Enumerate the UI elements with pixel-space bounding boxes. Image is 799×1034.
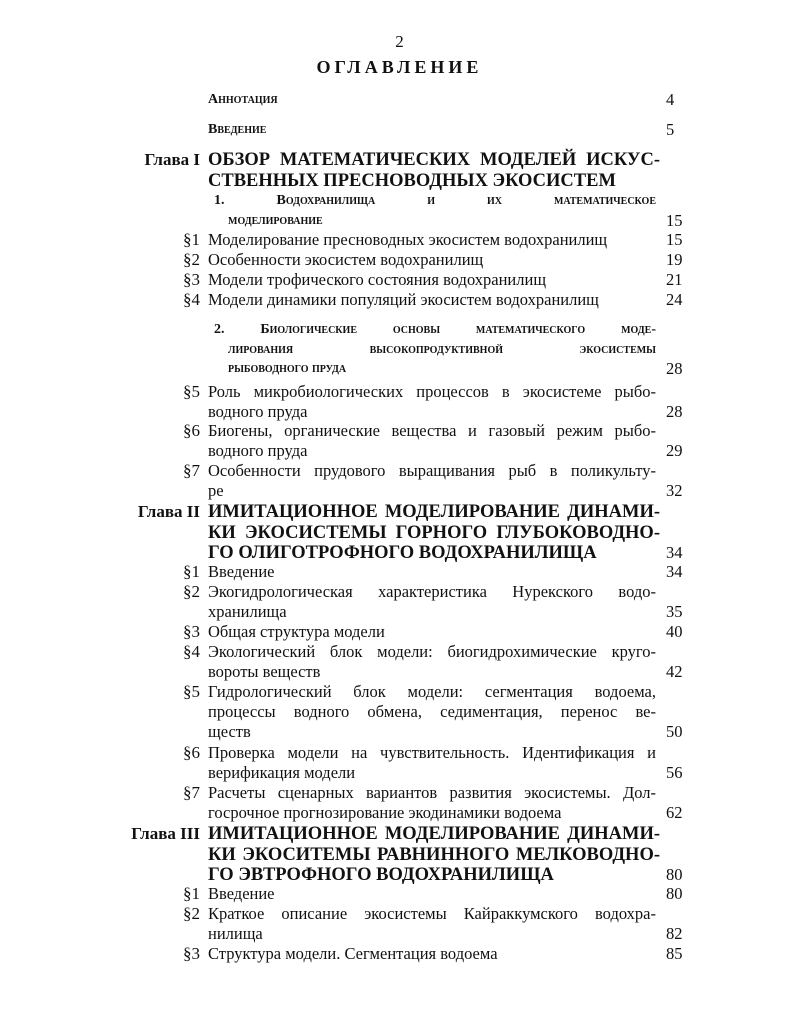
entry-label: Глава III	[131, 824, 200, 843]
entry-line: КИ ЭКОСИСТЕМЫ ГОРНОГО ГЛУБОКОВОДНО-	[208, 522, 660, 543]
entry-page-number: 15	[666, 210, 683, 230]
entry-line: Особенности экосистем водохранилищ	[208, 250, 484, 269]
entry-line: Экологический блок модели: биогидрохимические круго-	[208, 642, 656, 661]
entry-line: Структура модели. Сегментация водоема	[208, 944, 498, 963]
entry-page-number: 80	[666, 865, 683, 884]
entry-line: СТВЕННЫХ ПРЕСНОВОДНЫХ ЭКОСИСТЕМ	[208, 170, 616, 191]
entry-label: §6	[183, 743, 200, 762]
entry-label: §4	[183, 642, 200, 661]
entry-title	[208, 230, 656, 250]
entry-label: §3	[183, 944, 200, 963]
entry-page-number: 50	[666, 722, 683, 741]
entry-title	[208, 642, 656, 682]
entry-line: водного пруда	[208, 402, 308, 421]
entry-label: §2	[183, 904, 200, 923]
entry-title	[208, 944, 656, 964]
entry-line: рыбоводного пруда	[228, 361, 347, 376]
entry-line: Гидрологический блок модели: сегментация водоема,	[208, 682, 656, 701]
entry-line: Введение	[208, 884, 275, 903]
entry-line: Моделирование пресноводных экосистем водохранилищ	[208, 230, 608, 249]
entry-line: лирования высокопродуктивной экосистемы	[228, 341, 656, 357]
entry-page-number: 4	[666, 90, 675, 109]
entry-label: §2	[183, 250, 200, 269]
entry-line: моделирование	[228, 212, 323, 228]
entry-line: ИМИТАЦИОННОЕ МОДЕЛИРОВАНИЕ ДИНАМИ-	[208, 824, 660, 844]
entry-page-number: 5	[666, 120, 675, 139]
entry-title	[214, 191, 656, 230]
entry-line: 2. Биологические основы математического моде-	[214, 322, 656, 337]
entry-title	[208, 562, 656, 582]
entry-title	[208, 461, 656, 501]
entry-title	[208, 382, 656, 422]
entry-line: ОБЗОР МАТЕМАТИЧЕСКИХ МОДЕЛЕЙ ИСКУС-	[208, 150, 660, 170]
entry-label: Глава II	[137, 502, 200, 521]
entry-title	[208, 783, 656, 823]
entry-line: ществ	[208, 722, 251, 741]
entry-line: Проверка модели на чувствительность. Идентификация и	[208, 743, 656, 762]
entry-title	[208, 290, 656, 310]
entry-line: водного пруда	[208, 441, 308, 460]
entry-title	[208, 884, 656, 904]
entry-line: Введение	[208, 122, 267, 137]
entry-line: 1. Водохранилища и их математическое	[214, 193, 656, 208]
entry-line: верификация модели	[208, 763, 356, 782]
toc-title: ОГЛАВЛЕНИЕ	[316, 57, 483, 77]
entry-label: §1	[183, 230, 200, 249]
entry-title	[208, 743, 656, 783]
entry-title	[208, 824, 660, 886]
entry-page-number: 28	[666, 359, 683, 378]
entry-title	[208, 502, 660, 564]
entry-page-number: 82	[666, 924, 683, 943]
entry-line: Аннотация	[208, 92, 278, 107]
entry-line: Расчеты сценарных вариантов развития экосистемы. Дол-	[208, 783, 656, 802]
entry-label: §5	[183, 382, 200, 401]
entry-page-number: 32	[666, 481, 683, 500]
entry-page-number: 29	[666, 441, 683, 460]
entry-label: §3	[183, 270, 200, 289]
entry-title	[208, 421, 656, 461]
entry-label: §6	[183, 421, 200, 440]
entry-page-number: 19	[666, 250, 683, 269]
entry-line: ГО ОЛИГОТРОФНОГО ВОДОХРАНИЛИЩА	[208, 543, 597, 563]
page-number: 2	[395, 32, 404, 51]
entry-title	[208, 250, 656, 270]
entry-label: Глава I	[144, 150, 200, 169]
entry-label: §3	[183, 622, 200, 641]
entry-page-number: 85	[666, 944, 683, 963]
entry-line: Краткое описание экосистемы Кайраккумского водохра-	[208, 904, 656, 923]
entry-line: процессы водного обмена, седиментация, перенос ве-	[208, 702, 656, 721]
entry-line: хранилища	[208, 602, 287, 621]
entry-line: вороты веществ	[208, 662, 321, 681]
entry-line: Модели трофического состояния водохранилищ	[208, 270, 547, 289]
entry-page-number: 24	[666, 290, 683, 309]
entry-label: §1	[183, 884, 200, 903]
entry-line: Общая структура модели	[208, 622, 385, 641]
entry-line: Введение	[208, 562, 275, 581]
entry-line: Экогидрологическая характеристика Нурекского водо-	[208, 582, 656, 601]
entry-line: госрочное прогнозирование экодинамики водоема	[208, 803, 562, 822]
entry-line: ИМИТАЦИОННОЕ МОДЕЛИРОВАНИЕ ДИНАМИ-	[208, 502, 660, 522]
entry-page-number: 56	[666, 763, 683, 782]
entry-page-number: 28	[666, 402, 683, 421]
entry-title	[214, 320, 656, 379]
entry-page-number: 35	[666, 602, 683, 621]
entry-page-number: 62	[666, 803, 683, 822]
entry-label: §1	[183, 562, 200, 581]
entry-title	[208, 904, 656, 944]
entry-page-number: 21	[666, 270, 683, 289]
entry-page-number: 80	[666, 884, 683, 903]
entry-title	[208, 270, 656, 290]
entry-line: Модели динамики популяций экосистем водохранилищ	[208, 290, 599, 309]
entry-title	[208, 622, 656, 642]
entry-label: §7	[183, 461, 200, 480]
entry-label: §7	[183, 783, 200, 802]
entry-page-number: 42	[666, 662, 683, 681]
entry-line: КИ ЭКОСИТЕМЫ РАВНИННОГО МЕЛКОВОДНО-	[208, 844, 660, 865]
entry-label: §5	[183, 682, 200, 701]
entry-title	[208, 120, 656, 140]
entry-line: ГО ЭВТРОФНОГО ВОДОХРАНИЛИЩА	[208, 865, 554, 885]
entry-line: ре	[208, 481, 224, 500]
entry-title	[208, 150, 660, 191]
entry-line: Особенности прудового выращивания рыб в поликульту-	[208, 461, 656, 480]
entry-line: нилища	[208, 924, 263, 943]
entry-line: Биогены, органические вещества и газовый режим рыбо-	[208, 421, 656, 440]
entry-label: §4	[183, 290, 200, 309]
entry-title	[208, 682, 656, 742]
entry-title	[208, 582, 656, 622]
entry-title	[208, 90, 656, 110]
entry-label: §2	[183, 582, 200, 601]
entry-page-number: 40	[666, 622, 683, 641]
entry-line: Роль микробиологических процессов в экосистеме рыбо-	[208, 382, 656, 401]
entry-page-number: 34	[666, 562, 683, 581]
entry-page-number: 34	[666, 543, 683, 562]
entry-page-number: 15	[666, 230, 683, 249]
